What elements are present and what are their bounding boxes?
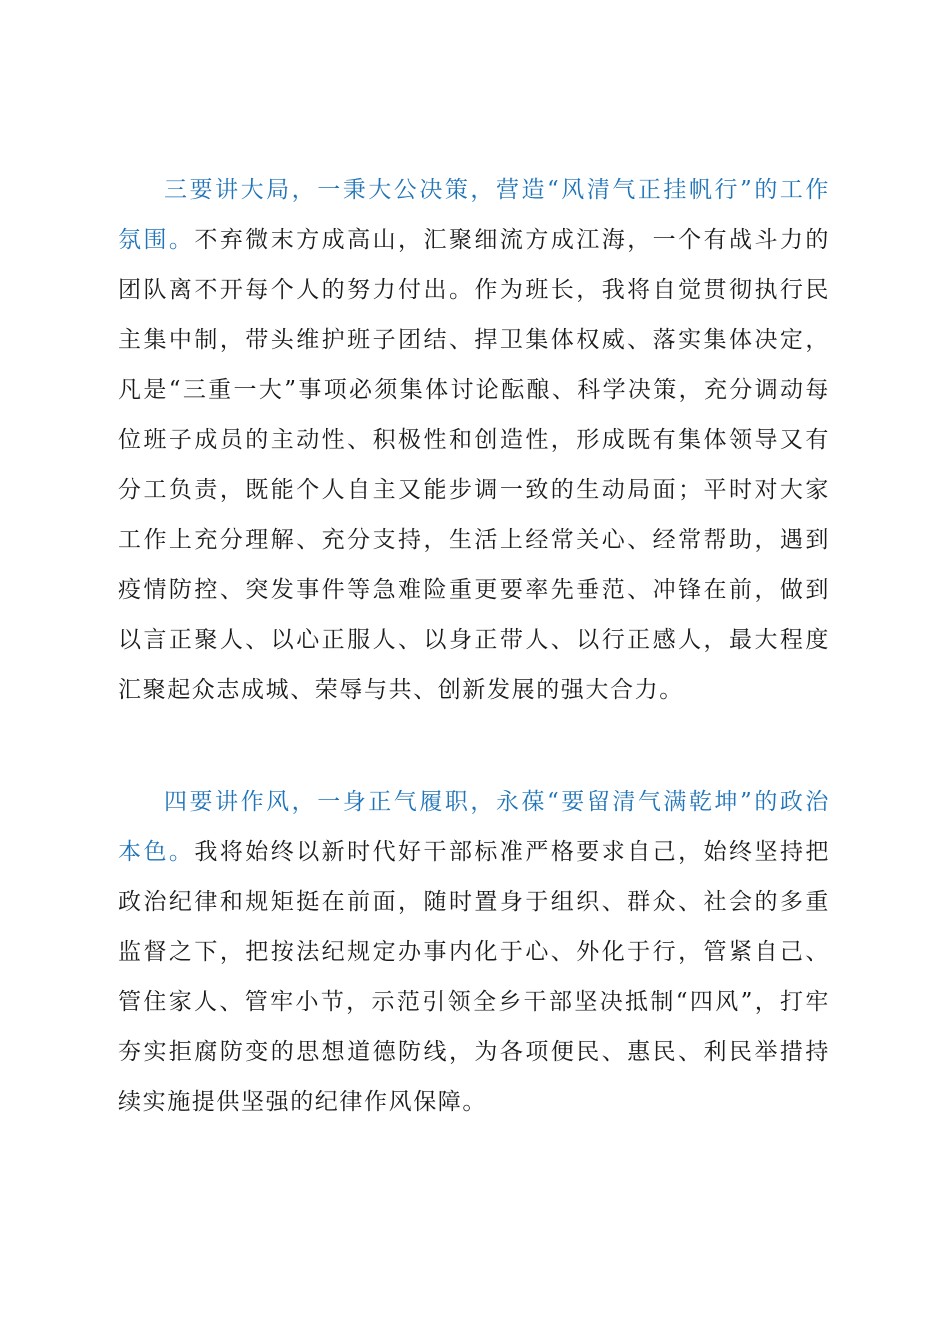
section-three-heading: 三要讲大局，一秉大公决策，营造“风清气正挂帆行”的工作氛围。 — [118, 177, 830, 253]
paragraph-section-four — [118, 777, 830, 1127]
section-three-body: 不弃微末方成高山，汇聚细流方成江海，一个有战斗力的团队离不开每个人的努力付出。作为班长，我将自觉贯彻执行民主集中制，带头维护班子团结、捍卫集体权威、落实集体决定，凡是“三重一大”事项必须集体讨论酝酿、科学决策，充分调动每位班子成员的主动性、积极性和创造性，形成既有集体领导又有分工负责，既能个人自主又能步调一致的生动局面；平时对大家工作上充分理解、充分支持，生活上经常关心、经常帮助，遇到疫情防控、突发事件等急难险重更要率先垂范、冲锋在前，做到以言正聚人、以心正服人、以身正带人、以行正感人，最大程度汇聚起众志成城、荣辱与共、创新发展的强大合力。 — [118, 227, 831, 703]
paragraph-section-three — [118, 165, 830, 715]
section-four-heading: 四要讲作风，一身正气履职，永葆“要留清气满乾坤”的政治本色。 — [118, 789, 830, 865]
section-four-body: 我将始终以新时代好干部标准严格要求自己，始终坚持把政治纪律和规矩挺在前面，随时置身于组织、群众、社会的多重监督之下，把按法纪规定办事内化于心、外化于行，管紧自己、管住家人、管牢小节，示范引领全乡干部坚决抵制“四风”，打牢夯实拒腐防变的思想道德防线，为各项便民、惠民、利民举措持续实施提供坚强的纪律作风保障。 — [118, 839, 831, 1115]
